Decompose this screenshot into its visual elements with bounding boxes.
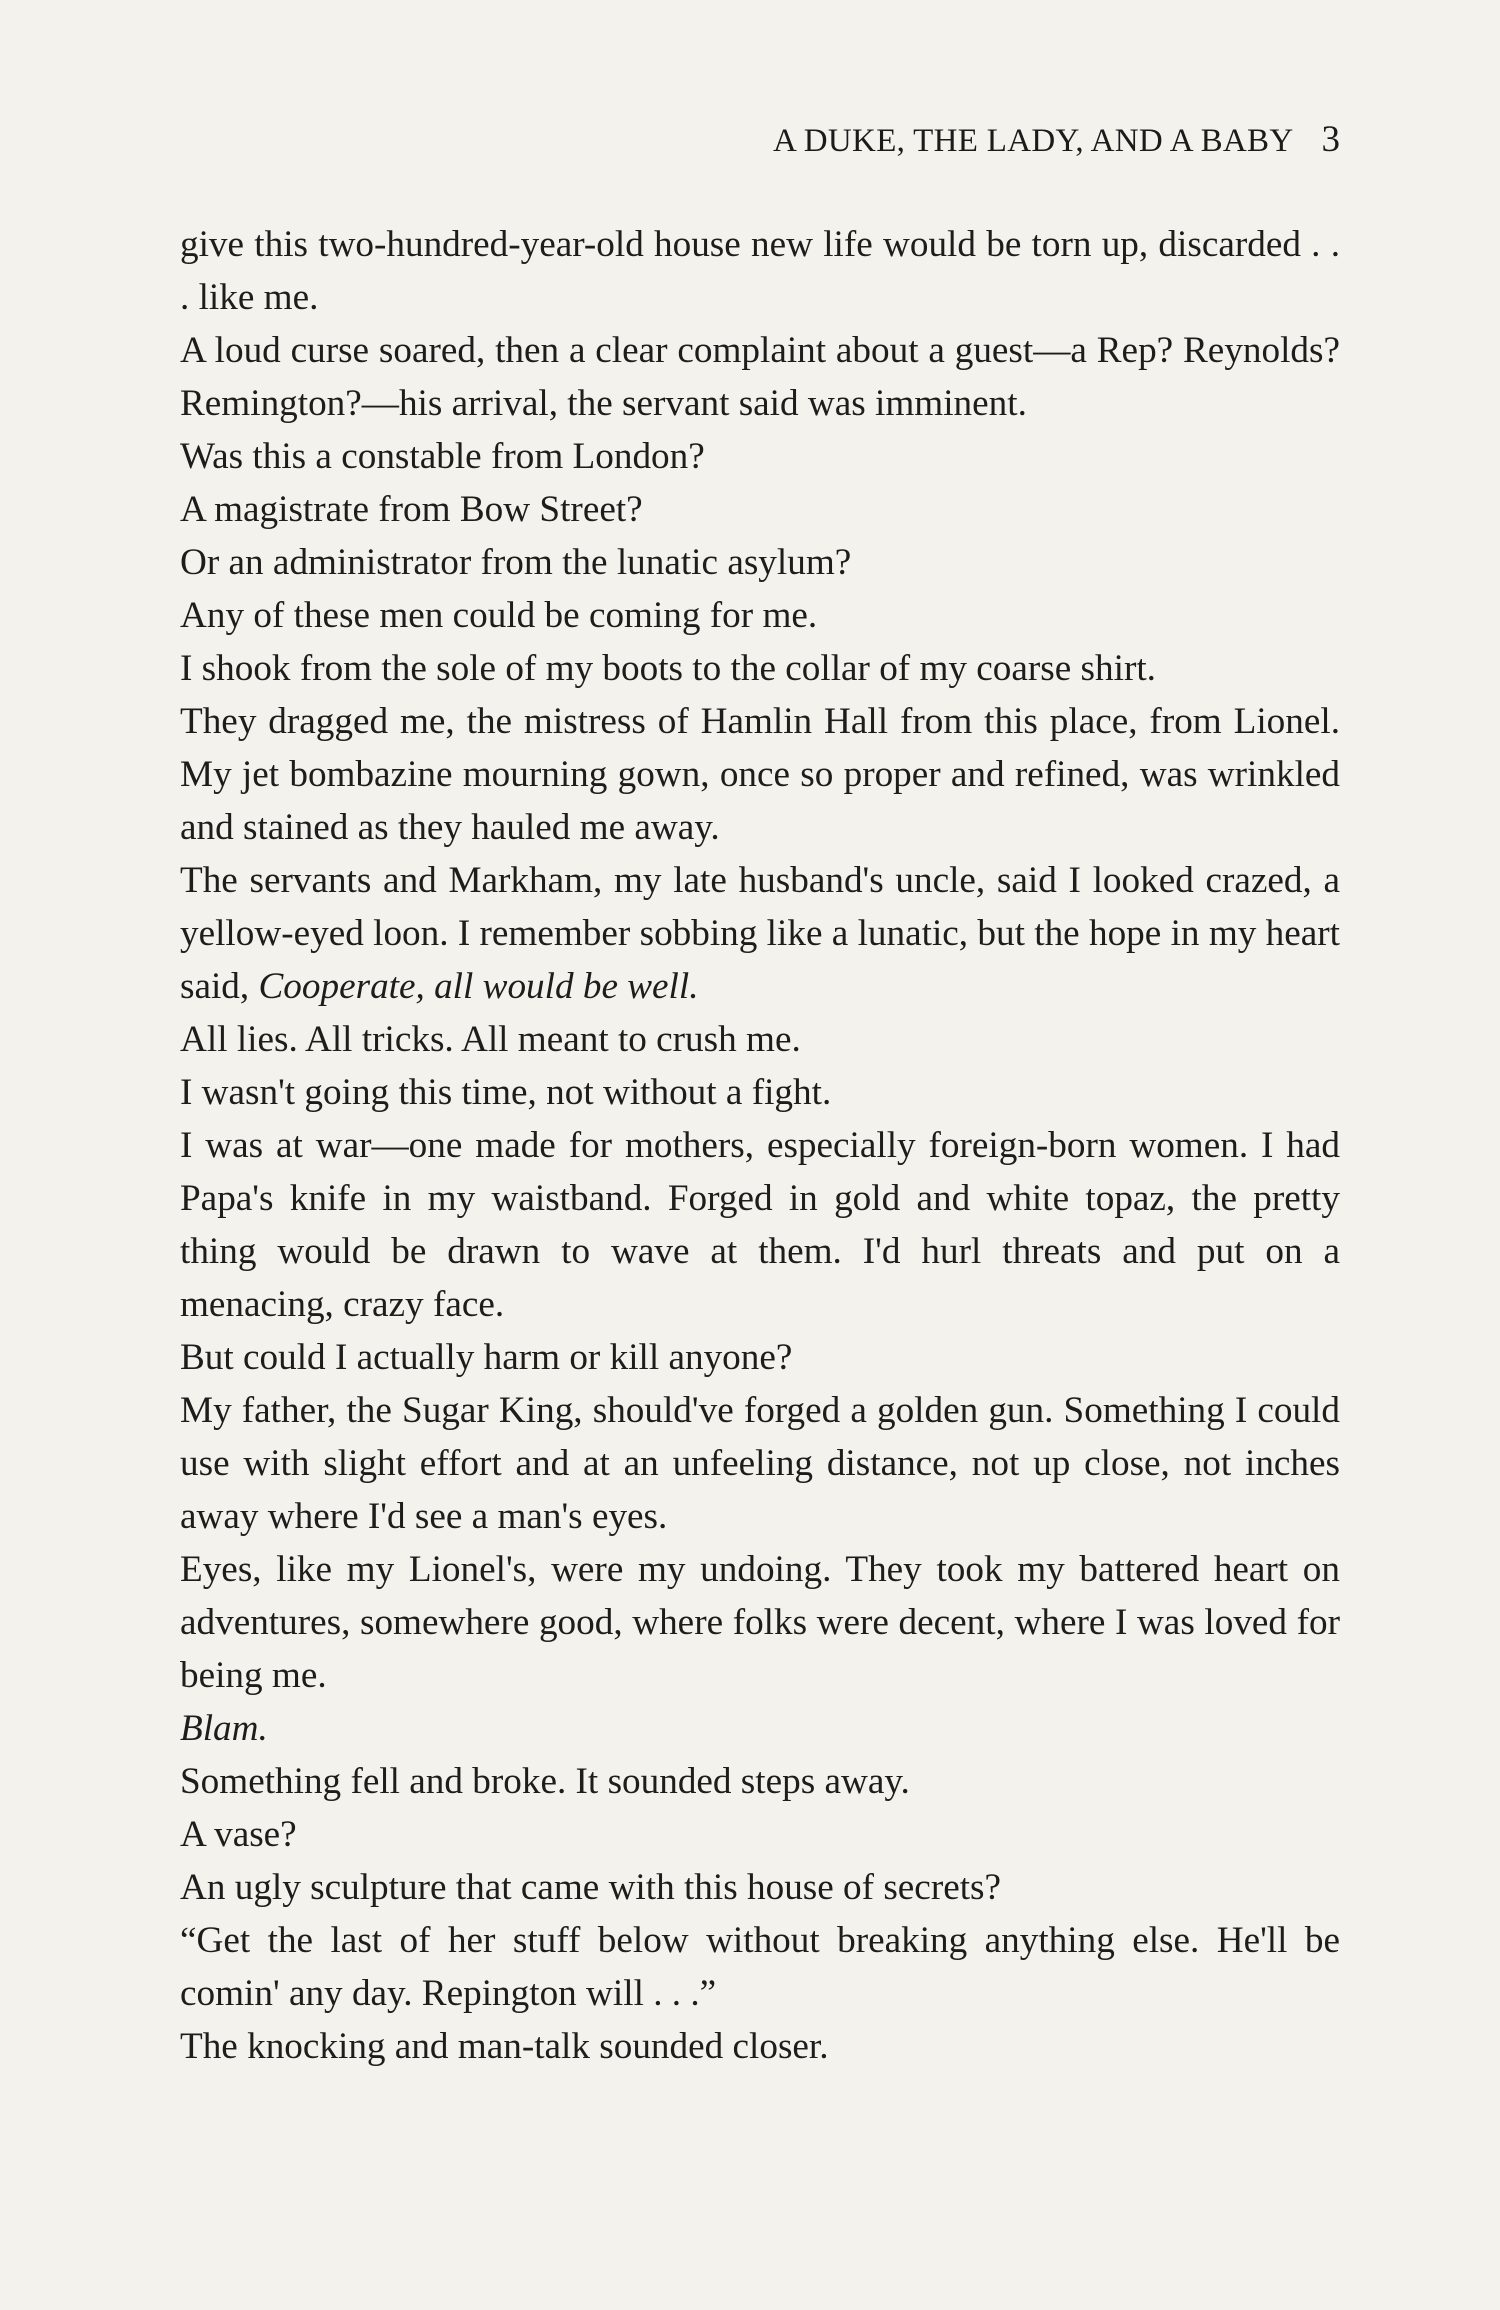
paragraph: A magistrate from Bow Street? bbox=[180, 489, 643, 530]
italic-phrase: Cooperate, all would be well. bbox=[258, 966, 699, 1007]
running-head-title: A DUKE, THE LADY, AND A BABY bbox=[772, 123, 1294, 159]
running-head bbox=[773, 118, 1340, 161]
paragraph: Or an administrator from the lunatic asylum? bbox=[180, 542, 852, 583]
paragraph: The knocking and man-talk sounded closer. bbox=[180, 2026, 829, 2067]
paragraph: They dragged me, the mistress of Hamlin Hall from this place, from Lionel. My jet bombazine mourning gown, once so proper and refined, was wrinkled and stained as they hauled me away. bbox=[180, 701, 1340, 848]
paragraph: A loud curse soared, then a clear complaint about a guest—a Rep? Reynolds? Remington?—his arrival, the servant said was imminent. bbox=[180, 330, 1340, 424]
paragraph: An ugly sculpture that came with this house of secrets? bbox=[180, 1867, 1002, 1908]
paragraph: All lies. All tricks. All meant to crush me. bbox=[180, 1019, 801, 1060]
paragraph: Any of these men could be coming for me. bbox=[180, 595, 818, 636]
paragraph-sound-effect: Blam. bbox=[180, 1708, 268, 1749]
paragraph: My father, the Sugar King, should've forged a golden gun. Something I could use with slight effort and at an unfeeling distance, not up close, not inches away where I'd see a man's eyes. bbox=[180, 1390, 1340, 1537]
paragraph: Something fell and broke. It sounded steps away. bbox=[180, 1761, 910, 1802]
paragraph: Was this a constable from London? bbox=[180, 436, 705, 477]
paragraph: I wasn't going this time, not without a fight. bbox=[180, 1072, 832, 1113]
paragraph: “Get the last of her stuff below without breaking anything else. He'll be comin' any day. Repington will . . .” bbox=[180, 1920, 1340, 2014]
page-number: 3 bbox=[1321, 119, 1340, 160]
paragraph: But could I actually harm or kill anyone? bbox=[180, 1337, 793, 1378]
body-text bbox=[180, 218, 1340, 2073]
paragraph: I was at war—one made for mothers, especially foreign-born women. I had Papa's knife in my waistband. Forged in gold and white topaz, the pretty thing would be drawn to wave at them. I'd hurl threats and put on a menacing, crazy face. bbox=[180, 1125, 1340, 1325]
paragraph: I shook from the sole of my boots to the collar of my coarse shirt. bbox=[180, 648, 1156, 689]
paragraph: A vase? bbox=[180, 1814, 297, 1855]
paragraph: give this two-hundred-year-old house new life would be torn up, discarded . . . like me. bbox=[180, 224, 1340, 318]
paragraph: The servants and Markham, my late husband's uncle, said I looked crazed, a yellow-eyed loon. I remember sobbing like a lunatic, but the hope in my heart said, Cooperate, all would be well. bbox=[180, 860, 1340, 1007]
paragraph: Eyes, like my Lionel's, were my undoing. They took my battered heart on adventures, somewhere good, where folks were decent, where I was loved for being me. bbox=[180, 1549, 1340, 1696]
